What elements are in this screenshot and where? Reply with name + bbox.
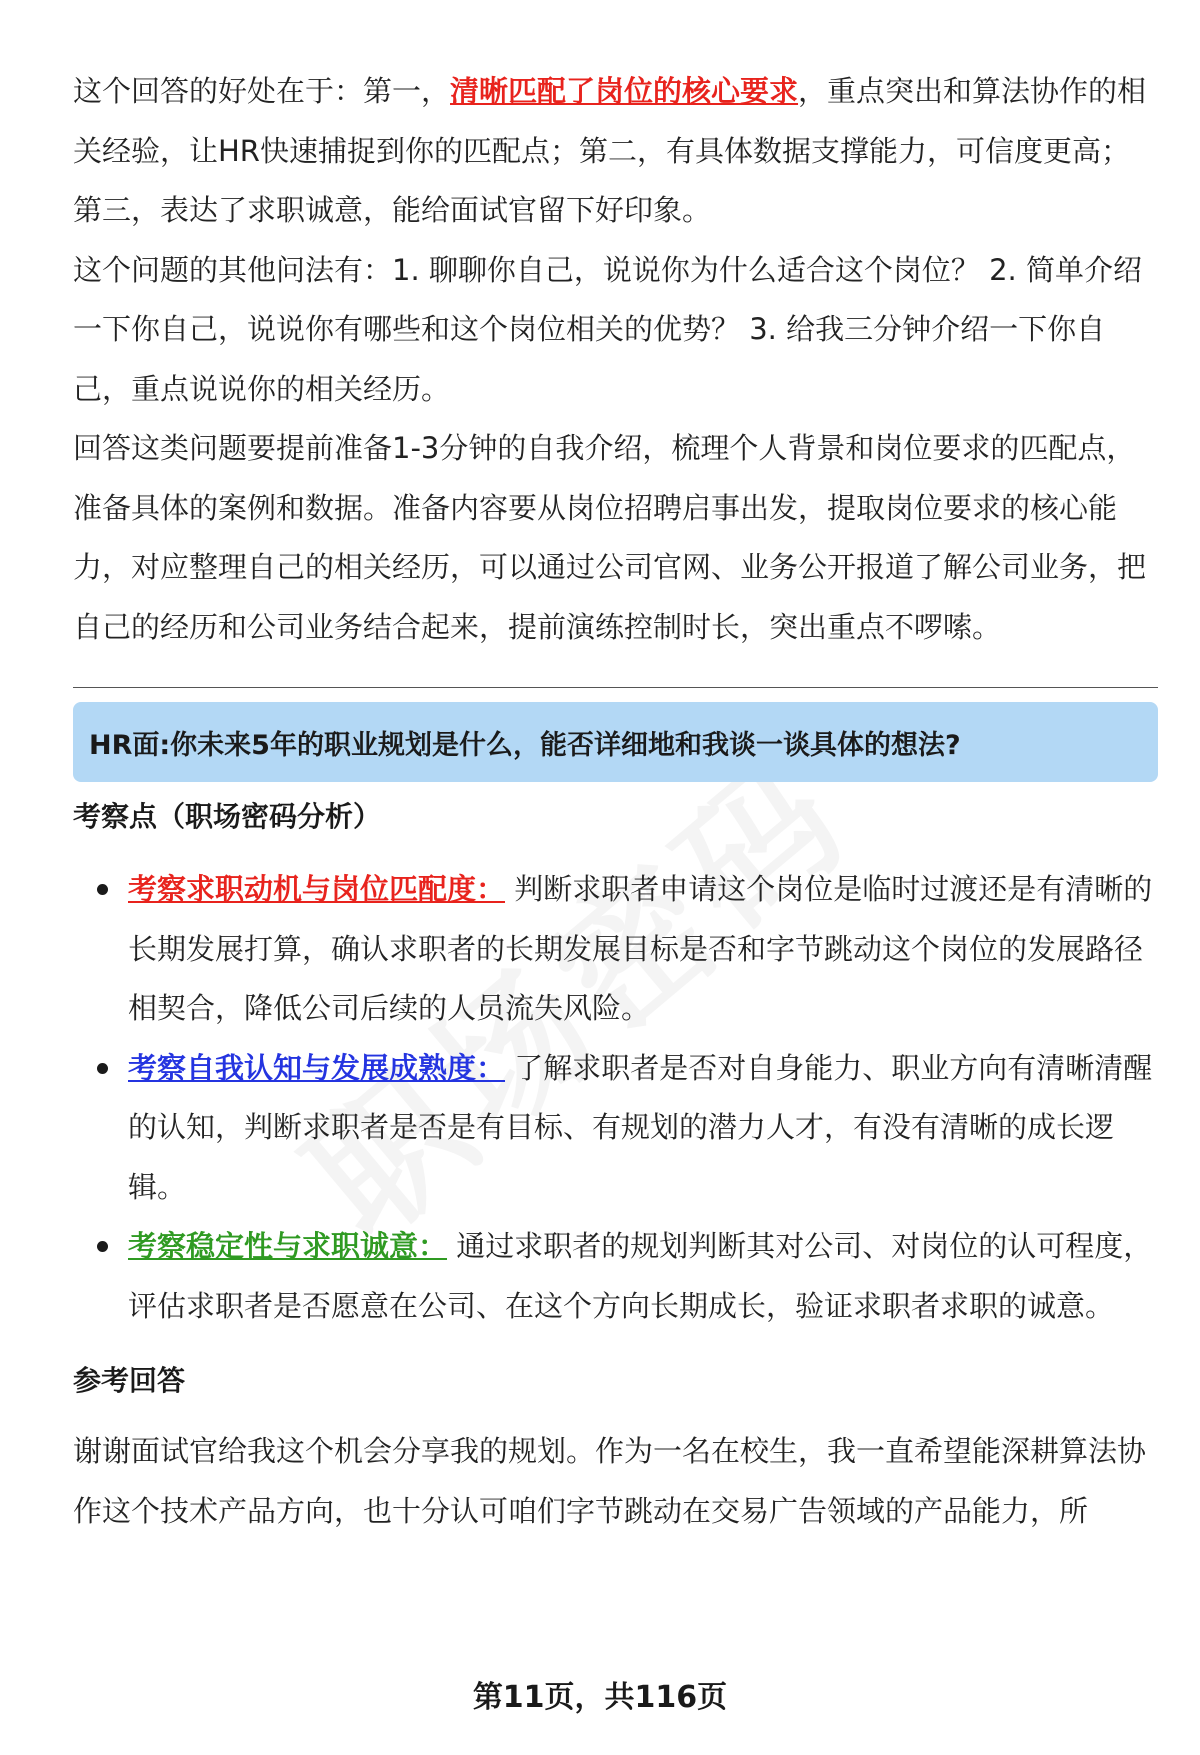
reference-answer: 谢谢面试官给我这个机会分享我的规划。作为一名在校生，我一直希望能深耕算法协作这个技术产品方向，也十分认可咱们字节跳动在交易广告领域的产品能力，所: [73, 1434, 1147, 1528]
analysis-text: 判断求职者申请这个岗位是临时过渡还是有清晰的长期发展打算，确认求职者的长期发展目标是否和字节跳动这个岗位的发展路径相契合，降低公司后续的人员流失风险。: [128, 872, 1153, 1025]
analysis-title: 考察点（职场密码分析）: [73, 800, 382, 833]
analysis-item-self-awareness: [73, 1039, 1158, 1218]
intro-paragraph-3: 回答这类问题要提前准备1-3分钟的自我介绍，梳理个人背景和岗位要求的匹配点，准备具体的案例和数据。准备内容要从岗位招聘启事出发，提取岗位要求的核心能力，对应整理自己的相关经历，可以通过公司官网、业务公开报道了解公司业务，把自己的经历和公司业务结合起来，提前演练控制时长，突出重点不啰嗦。: [73, 431, 1147, 644]
analysis-text: 了解求职者是否对自身能力、职业方向有清晰清醒的认知，判断求职者是否是有目标、有规划的潜力人才，有没有清晰的成长逻辑。: [128, 1050, 1153, 1204]
document-page: [73, 62, 1158, 1541]
page-number: 第11页，共116页: [472, 1680, 728, 1715]
analysis-keyword: 考察稳定性与求职诚意：: [128, 1229, 448, 1263]
analysis-list: [73, 860, 1158, 1336]
analysis-keyword: 考察自我认知与发展成熟度：: [128, 1050, 506, 1085]
question-text: HR面:你未来5年的职业规划是什么，能否详细地和我谈一谈具体的想法?: [89, 729, 961, 761]
intro-p1-before: 这个回答的好处在于：第一，: [73, 74, 451, 108]
intro-p1-highlight: 清晰匹配了岗位的核心要求: [450, 74, 799, 108]
bullet-dot-icon: [97, 1241, 108, 1252]
bullet-dot-icon: [97, 884, 108, 895]
reference-title: 参考回答: [73, 1364, 186, 1397]
analysis-keyword: 考察求职动机与岗位匹配度：: [128, 872, 506, 906]
section-divider: [73, 687, 1158, 688]
analysis-text: 通过求职者的规划判断其对公司、对岗位的认可程度，评估求职者是否愿意在公司、在这个方向长期成长，验证求职者求职的诚意。: [128, 1229, 1153, 1323]
intro-paragraph-1: [73, 62, 1158, 241]
bullet-dot-icon: [97, 1063, 108, 1074]
question-box: [73, 702, 1158, 782]
analysis-item-stability: [73, 1217, 1158, 1336]
intro-p1-after: ，重点突出和算法协作的相关经验，让HR快速捕捉到你的匹配点；第二，有具体数据支撑能力，可信度更高；第三，表达了求职诚意，能给面试官留下好印象。: [73, 74, 1147, 227]
analysis-item-motivation: [73, 860, 1158, 1039]
intro-paragraph-2: 这个问题的其他问法有：1. 聊聊你自己，说说你为什么适合这个岗位？ 2. 简单介绍一下你自己，说说你有哪些和这个岗位相关的优势？ 3. 给我三分钟介绍一下你自己，重点说说你的相关经历。: [73, 252, 1142, 406]
